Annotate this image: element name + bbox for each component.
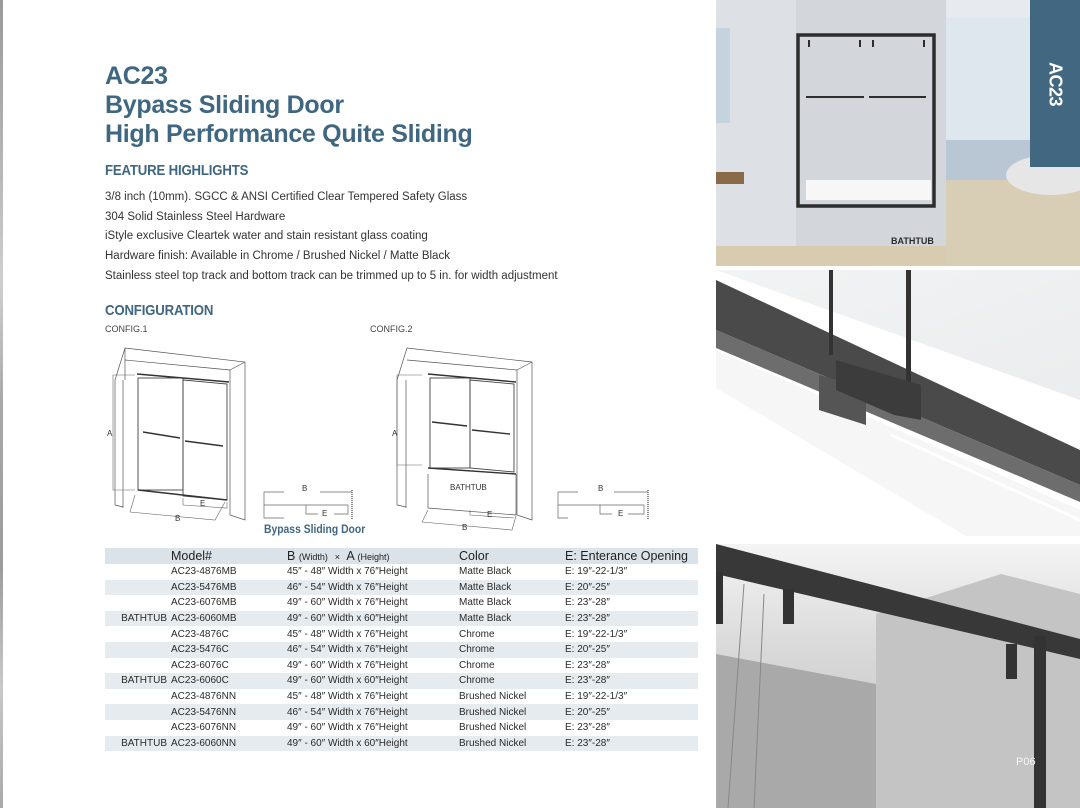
feature-list	[105, 188, 558, 286]
cell-size: 46″ - 54″ Width x 76″Height	[287, 644, 408, 656]
page-number: P06	[1016, 756, 1036, 768]
size-b-sub: (Width)	[298, 552, 328, 562]
svg-text:A: A	[392, 429, 398, 438]
cell-model: AC23-4876NN	[171, 691, 237, 703]
cell-type: BATHTUB	[121, 613, 167, 625]
feature-item: iStyle exclusive Cleartek water and stain resistant glass coating	[105, 230, 428, 243]
bathtub-install-photo	[716, 0, 1080, 266]
times-glyph: ×	[334, 552, 341, 562]
config1-plan-view	[262, 482, 358, 522]
cell-opening: E: 23″-28″	[565, 737, 610, 749]
page-edge-strip	[0, 0, 3, 808]
feature-item: 3/8 inch (10mm). SGCC & ANSI Certified Clear Tempered Safety Glass	[105, 191, 468, 203]
cell-opening: E: 23″-28″	[565, 722, 610, 734]
cell-opening: E: 19″-22-1/3″	[565, 691, 628, 703]
bottom-track-detail-photo	[716, 270, 1080, 536]
cell-opening: E: 20″-25″	[565, 644, 610, 656]
svg-text:BATHTUB: BATHTUB	[450, 483, 487, 492]
cell-size: 46″ - 54″ Width x 76″Height	[287, 581, 408, 593]
cell-size: 49″ - 60″ Width x 76″Height	[287, 659, 408, 671]
table-row	[105, 626, 698, 642]
cell-model: AC23-5476MB	[171, 581, 237, 593]
cell-opening: E: 23″-28″	[565, 675, 610, 687]
top-track-detail-photo	[716, 544, 1080, 808]
col-model: Model#	[171, 549, 212, 563]
svg-text:B: B	[462, 523, 468, 532]
cell-size: 49″ - 60″ Width x 76″Height	[287, 597, 408, 609]
svg-text:E: E	[200, 499, 206, 508]
svg-text:A: A	[107, 429, 113, 438]
cell-opening: E: 20″-25″	[565, 581, 610, 593]
cell-size: 49″ - 60″ Width x 76″Height	[287, 722, 408, 734]
table-row	[105, 564, 698, 580]
col-opening: E: Enterance Opening	[565, 549, 688, 563]
cell-model: AC23-6060MB	[171, 613, 237, 625]
table-row	[105, 736, 698, 752]
feature-item: Hardware finish: Available in Chrome / Brushed Nickel / Matte Black	[105, 250, 450, 263]
configuration-heading: CONFIGURATION	[105, 302, 214, 319]
cell-opening: E: 19″-22-1/3″	[565, 566, 628, 578]
cell-model: AC23-6076NN	[171, 722, 237, 734]
product-name: Bypass Sliding Door	[105, 91, 344, 119]
svg-text:B: B	[175, 514, 181, 523]
cell-model: AC23-5476NN	[171, 706, 237, 718]
cell-color: Brushed Nickel	[459, 722, 527, 734]
cell-size: 45″ - 48″ Width x 76″Height	[287, 566, 408, 578]
cell-model: AC23-6060NN	[171, 737, 237, 749]
cell-type: BATHTUB	[121, 675, 167, 687]
cell-opening: E: 23″-28″	[565, 659, 610, 671]
table-row	[105, 720, 698, 736]
cell-color: Chrome	[459, 659, 495, 671]
cell-size: 49″ - 60″ Width x 60″Height	[287, 675, 408, 687]
cell-model: AC23-5476C	[171, 644, 229, 656]
table-row	[105, 611, 698, 627]
config2-plan-view	[556, 482, 652, 522]
model-side-tab	[1030, 0, 1080, 167]
table-row	[105, 642, 698, 658]
cell-color: Matte Black	[459, 566, 512, 578]
product-tagline: High Performance Quite Sliding	[105, 120, 473, 148]
svg-text:E: E	[487, 510, 493, 519]
cell-model: AC23-4876C	[171, 628, 229, 640]
col-color: Color	[459, 549, 489, 563]
product-model: AC23	[105, 62, 168, 90]
cell-size: 49″ - 60″ Width x 60″Height	[287, 737, 408, 749]
cell-opening: E: 23″-28″	[565, 613, 610, 625]
table-row	[105, 658, 698, 674]
config2-label: CONFIG.2	[370, 324, 413, 334]
size-a-sub: (Height)	[357, 552, 390, 562]
photo-caption-bathtub: BATHTUB	[891, 236, 934, 246]
cell-opening: E: 20″-25″	[565, 706, 610, 718]
cell-color: Brushed Nickel	[459, 737, 527, 749]
table-row	[105, 595, 698, 611]
product-title	[105, 62, 472, 149]
size-a-label: A	[346, 549, 354, 563]
cell-size: 49″ - 60″ Width x 60″Height	[287, 613, 408, 625]
table-header	[105, 548, 698, 564]
side-tab-label: AC23	[1045, 61, 1066, 106]
cell-size: 45″ - 48″ Width x 76″Height	[287, 628, 408, 640]
cell-color: Brushed Nickel	[459, 706, 527, 718]
cell-color: Brushed Nickel	[459, 691, 527, 703]
cell-model: AC23-6076MB	[171, 597, 237, 609]
cell-model: AC23-6076C	[171, 659, 229, 671]
cell-opening: E: 19″-22-1/3″	[565, 628, 628, 640]
bypass-caption: Bypass Sliding Door	[264, 524, 366, 536]
cell-color: Matte Black	[459, 613, 512, 625]
spec-table	[105, 548, 698, 751]
config2-diagram	[392, 340, 542, 532]
cell-color: Chrome	[459, 644, 495, 656]
cell-model: AC23-6060C	[171, 675, 229, 687]
cell-type: BATHTUB	[121, 737, 167, 749]
config1-diagram	[105, 340, 255, 525]
svg-text:B: B	[302, 484, 308, 493]
cell-size: 46″ - 54″ Width x 76″Height	[287, 706, 408, 718]
feature-item: 304 Solid Stainless Steel Hardware	[105, 210, 286, 223]
svg-text:E: E	[322, 509, 328, 518]
cell-opening: E: 23″-28″	[565, 597, 610, 609]
cell-color: Matte Black	[459, 581, 512, 593]
config1-label: CONFIG.1	[105, 324, 148, 334]
table-row	[105, 689, 698, 705]
table-row	[105, 704, 698, 720]
cell-size: 45″ - 48″ Width x 76″Height	[287, 691, 408, 703]
svg-text:B: B	[598, 484, 604, 493]
svg-text:E: E	[618, 509, 624, 518]
size-b-label: B	[287, 549, 296, 563]
col-size	[287, 549, 459, 563]
cell-color: Chrome	[459, 628, 495, 640]
cell-color: Matte Black	[459, 597, 512, 609]
table-row	[105, 673, 698, 689]
feature-highlights-heading: FEATURE HIGHLIGHTS	[105, 162, 249, 179]
cell-model: AC23-4876MB	[171, 566, 237, 578]
cell-color: Chrome	[459, 675, 495, 687]
feature-item: Stainless steel top track and bottom track can be trimmed up to 5 in. for width adjustment	[105, 269, 558, 282]
table-row	[105, 580, 698, 596]
